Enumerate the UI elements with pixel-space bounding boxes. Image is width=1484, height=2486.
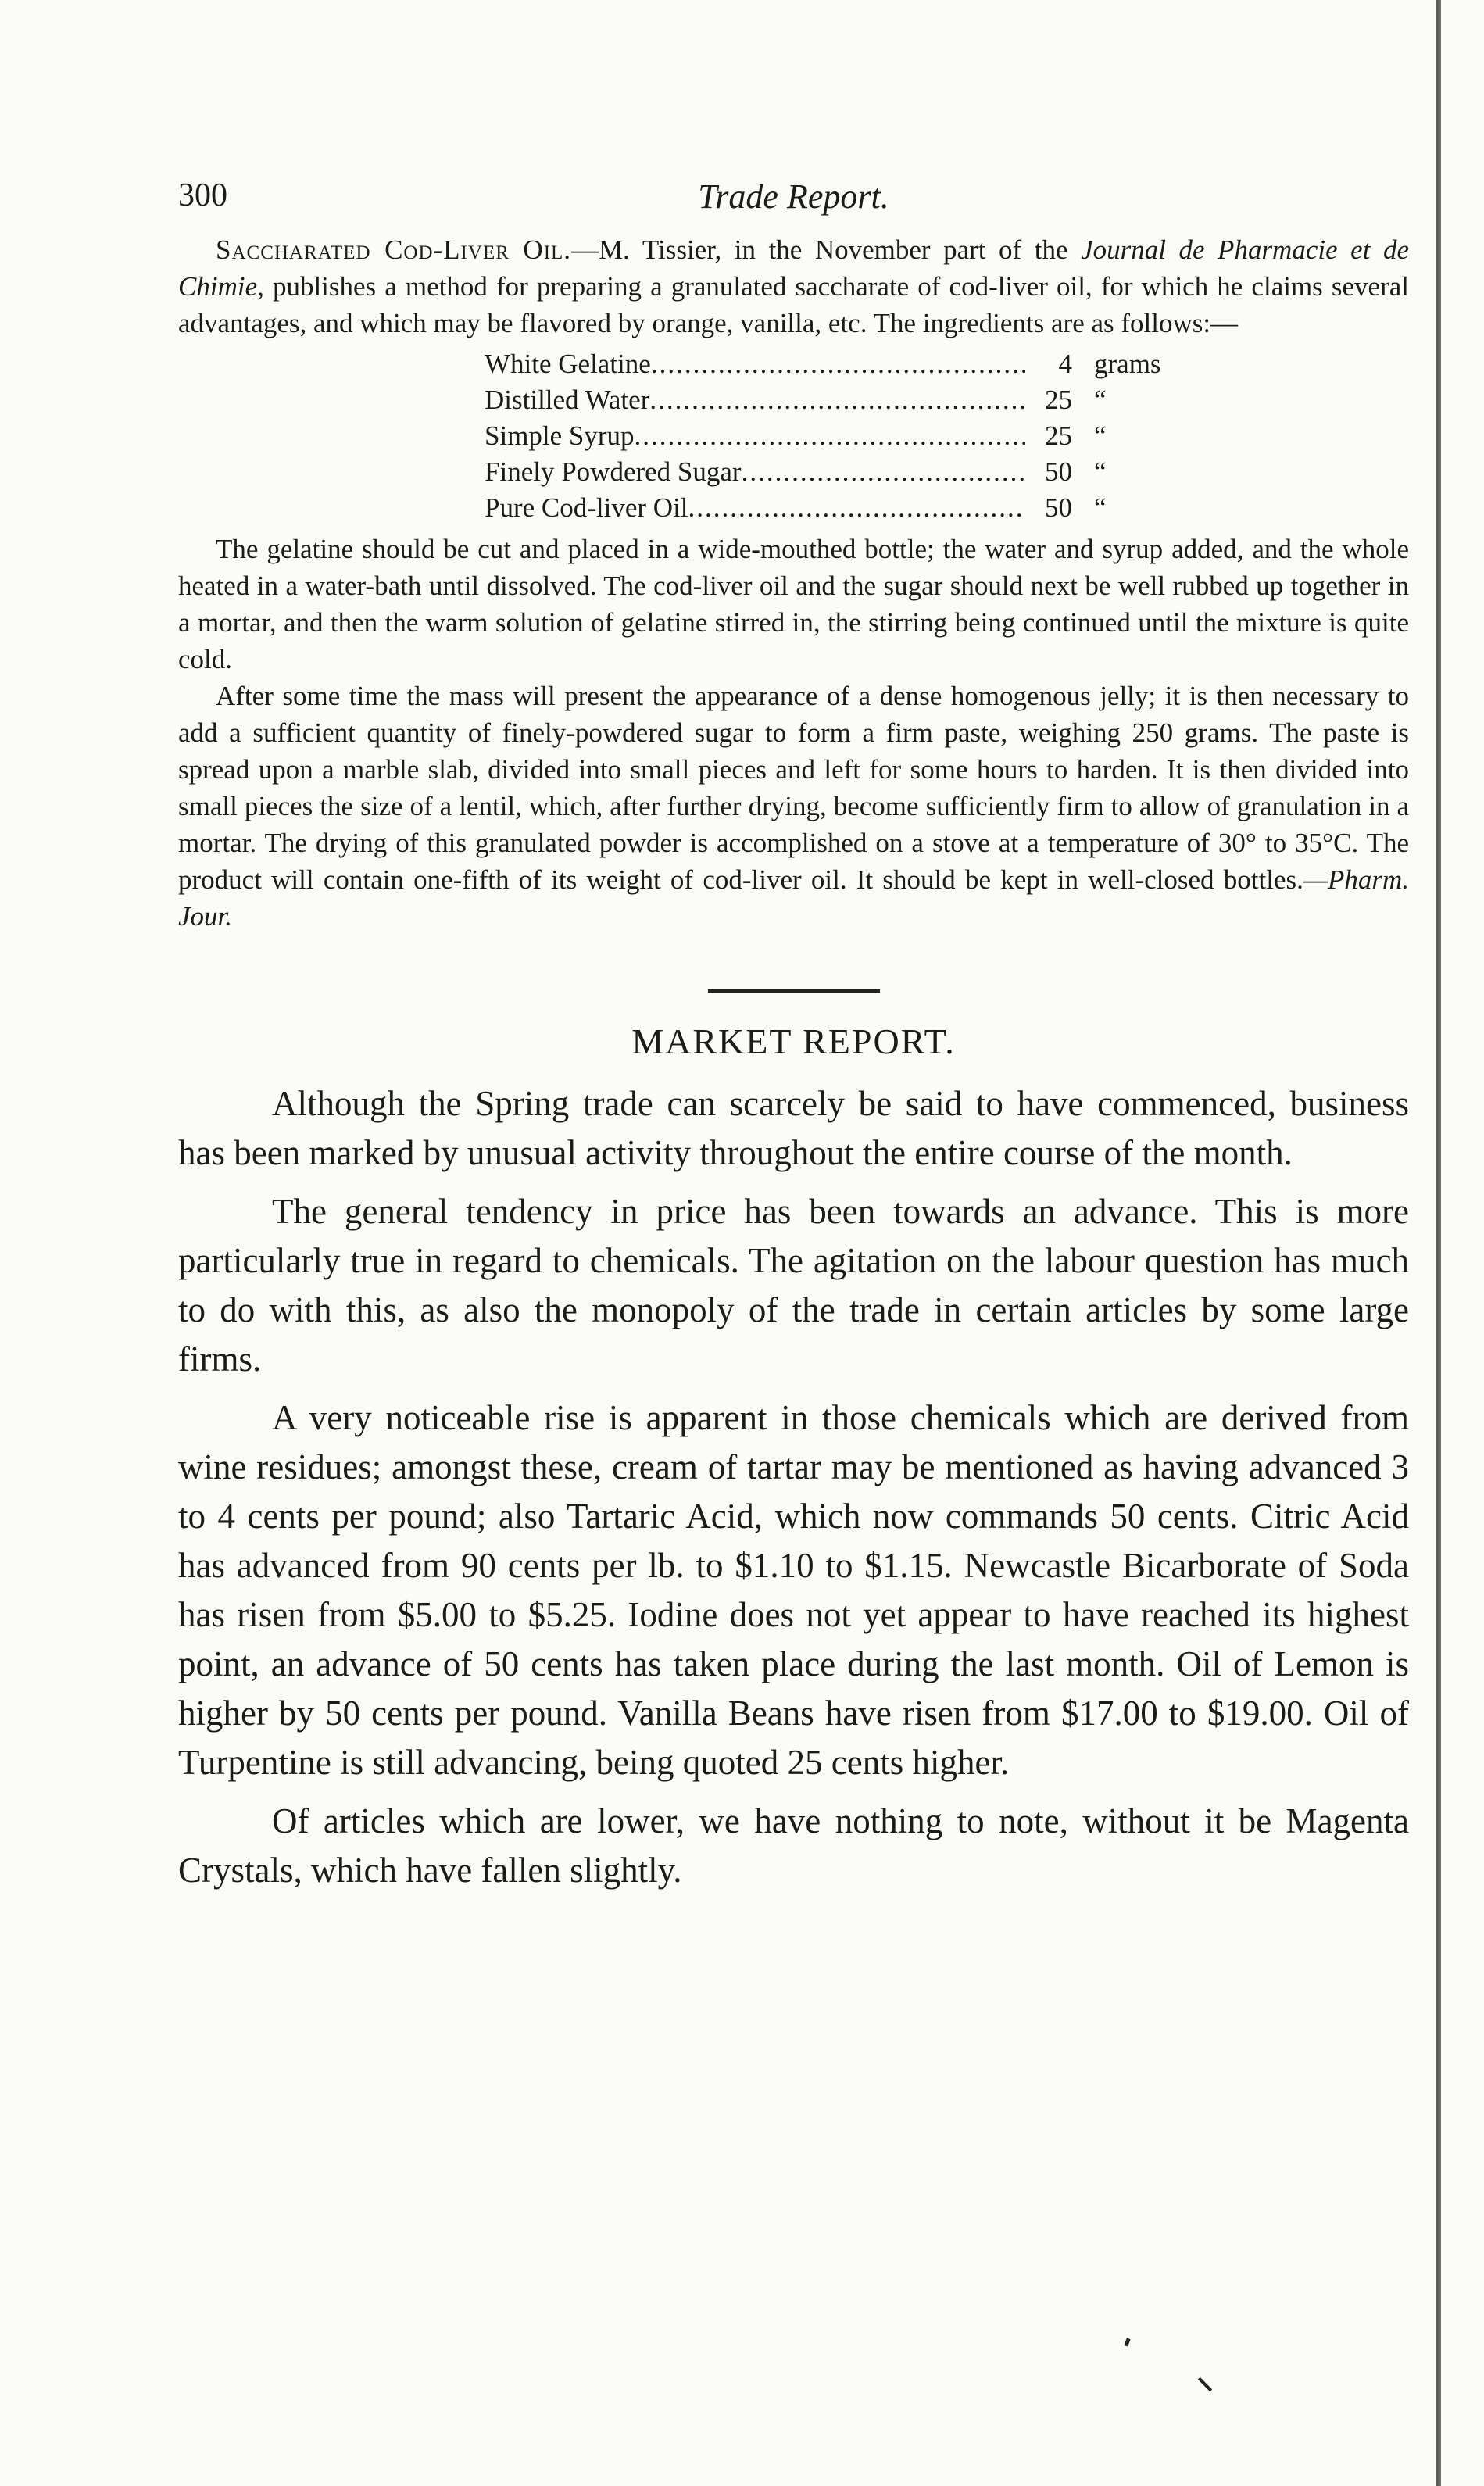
ingredient-row xyxy=(485,454,1188,490)
source-citation: —Pharm. Jour. xyxy=(178,864,1409,932)
ingredient-name: Pure Cod-liver Oil xyxy=(485,492,688,523)
ingredient-unit: grams xyxy=(1094,349,1161,379)
cod-liver-intro xyxy=(178,231,1409,342)
leader-dots xyxy=(649,382,1025,418)
cod-liver-para-3 xyxy=(178,678,1409,935)
intro-text-a: —M. Tissier, in the November part of the xyxy=(571,234,1082,265)
article-title: Saccharated Cod-Liver Oil. xyxy=(216,234,572,265)
leader-dots xyxy=(635,418,1025,454)
journal-name: Journal de Pharmacie et de Chimie xyxy=(178,234,1410,302)
ingredient-row xyxy=(485,382,1188,418)
ingredient-qty: 4 xyxy=(1058,349,1072,379)
ingredient-name: Simple Syrup xyxy=(485,420,635,451)
ingredient-unit: “ xyxy=(1094,492,1107,523)
ingredient-unit: “ xyxy=(1094,456,1107,487)
market-para-4: Of articles which are lower, we have nothing to note, without it be Magenta Crystals, which have fallen slightly. xyxy=(178,1801,1409,1890)
running-title: Trade Report. xyxy=(698,177,889,216)
ingredient-name: Finely Powdered Sugar xyxy=(485,456,742,487)
ingredient-row xyxy=(485,490,1188,526)
section-divider xyxy=(708,989,880,993)
ingredient-unit: “ xyxy=(1094,385,1107,415)
ingredient-row xyxy=(485,346,1188,382)
ingredient-unit: “ xyxy=(1094,420,1107,451)
market-report-title: MARKET REPORT. xyxy=(631,1021,956,1061)
stray-mark xyxy=(1198,2377,1212,2391)
stray-mark xyxy=(1124,2338,1130,2346)
market-para-3: A very noticeable rise is apparent in those chemicals which are derived from wine residues; amongst these, cream of tartar may be mentioned as having advanced 3 to 4 cents per pound; also Tartaric Acid, which now commands 50 cents. Citric Acid has advanced from 90 cents per lb. to $1.10 to $1.15. Newcastle Bicarborate of Soda has risen from $5.00 to $5.25. Iodine does not yet appear to have reached its highest point, an advance of 50 cents has taken place during the last month. Oil of Lemon is higher by 50 cents per pound. Vanilla Beans have risen from $17.00 to $19.00. Oil of Turpentine is still advancing, being quoted 25 cents higher. xyxy=(178,1398,1409,1782)
market-para-1: Although the Spring trade can scarcely be said to have commenced, business has been marked by unusual activity throughout the entire course of the month. xyxy=(178,1084,1409,1172)
market-report-body xyxy=(178,1079,1409,1895)
para-3-text: After some time the mass will present the appearance of a dense homogenous jelly; it is then necessary to add a sufficient quantity of finely-powdered sugar to form a firm paste, weighing 250 grams. The paste is spread upon a marble slab, divided into small pieces and left for some hours to harden. It is then divided into small pieces the size of a lentil, which, after further drying, become sufficiently firm to allow of granulation in a mortar. The drying of this granulated powder is accomplished on a stove at a temperature of 30° to 35°C. The product will contain one-fifth of its weight of cod-liver oil. It should be kept in well-closed bottles. xyxy=(178,681,1409,895)
ingredient-qty: 25 xyxy=(1045,385,1072,415)
ingredient-name: White Gelatine xyxy=(485,349,651,379)
page xyxy=(178,177,1409,1905)
ingredient-qty: 50 xyxy=(1045,456,1072,487)
cod-liver-para-2: The gelatine should be cut and placed in a wide-mouthed bottle; the water and syrup added, and the whole heated in a water-bath until dissolved. The cod-liver oil and the sugar should next be well rubbed up together in a mortar, and then the warm solution of gelatine stirred in, the stirring being continued until the mixture is quite cold. xyxy=(178,534,1409,674)
ingredient-name: Distilled Water xyxy=(485,385,650,415)
ingredient-list xyxy=(485,346,1409,526)
ingredient-qty: 25 xyxy=(1045,420,1072,451)
cod-liver-article xyxy=(178,231,1409,935)
running-head xyxy=(178,177,1409,231)
leader-dots xyxy=(742,454,1025,490)
market-para-2: The general tendency in price has been towards an advance. This is more particularly true in regard to chemicals. The agitation on the labour question has much to do with this, as also the monopoly of the trade in certain articles by some large firms. xyxy=(178,1192,1409,1379)
ingredient-row xyxy=(485,418,1188,454)
leader-dots xyxy=(651,346,1025,382)
page-edge-rule xyxy=(1436,0,1441,2486)
leader-dots xyxy=(688,490,1025,526)
page-number: 300 xyxy=(178,177,227,213)
ingredient-qty: 50 xyxy=(1045,492,1072,523)
intro-text-b: , publishes a method for preparing a granulated saccharate of cod-liver oil, for which he claims several advantages, and which may be flavored by orange, vanilla, etc. The ingredients are as follows:— xyxy=(178,271,1409,338)
